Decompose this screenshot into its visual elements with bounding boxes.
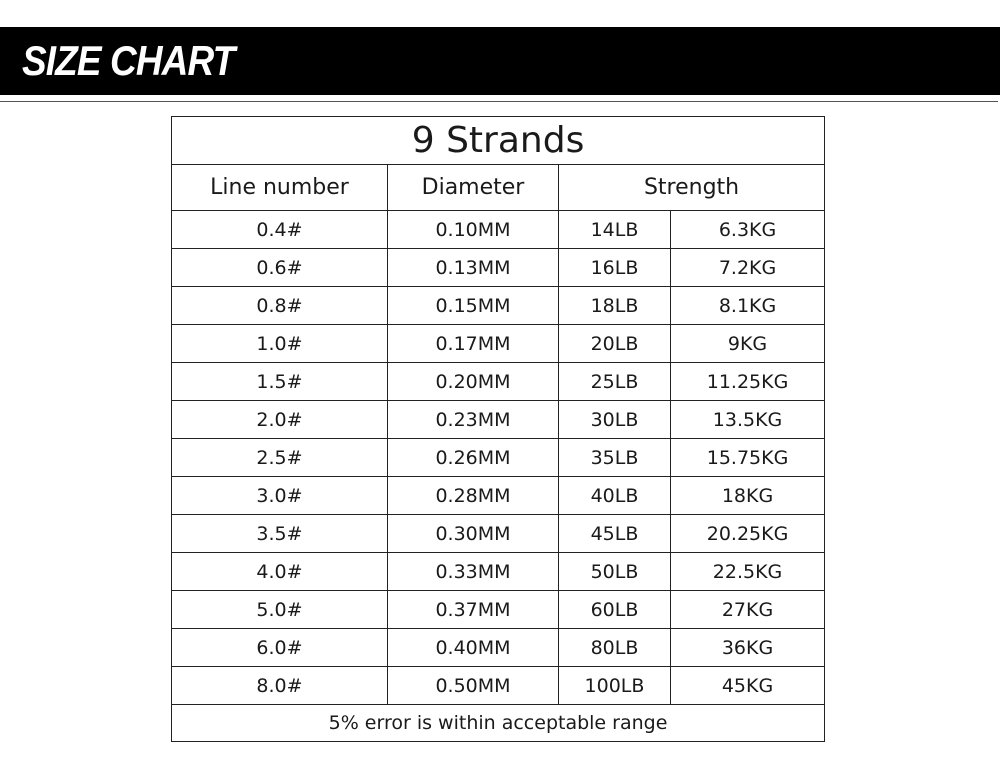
table-footnote: 5% error is within acceptable range: [172, 705, 825, 742]
column-header-line-number: Line number: [172, 165, 388, 211]
cell-diameter: 0.17MM: [388, 325, 559, 363]
cell-diameter: 0.28MM: [388, 477, 559, 515]
cell-line-number: 4.0#: [172, 553, 388, 591]
table-row: [172, 667, 825, 705]
cell-strength-kg: 13.5KG: [671, 401, 825, 439]
cell-strength-lb: 20LB: [559, 325, 671, 363]
cell-diameter: 0.50MM: [388, 667, 559, 705]
table-row: [172, 287, 825, 325]
cell-strength-kg: 27KG: [671, 591, 825, 629]
table-row: [172, 439, 825, 477]
cell-strength-kg: 18KG: [671, 477, 825, 515]
cell-line-number: 1.0#: [172, 325, 388, 363]
cell-line-number: 0.8#: [172, 287, 388, 325]
cell-strength-kg: 9KG: [671, 325, 825, 363]
cell-strength-lb: 16LB: [559, 249, 671, 287]
cell-strength-kg: 36KG: [671, 629, 825, 667]
cell-strength-lb: 60LB: [559, 591, 671, 629]
page-title: SIZE CHART: [22, 37, 235, 84]
table-row: [172, 363, 825, 401]
cell-strength-kg: 22.5KG: [671, 553, 825, 591]
cell-strength-lb: 14LB: [559, 211, 671, 249]
cell-line-number: 6.0#: [172, 629, 388, 667]
column-header-diameter: Diameter: [388, 165, 559, 211]
table-row: [172, 591, 825, 629]
table-header-row: [172, 165, 825, 211]
cell-strength-kg: 15.75KG: [671, 439, 825, 477]
cell-line-number: 2.0#: [172, 401, 388, 439]
cell-strength-lb: 80LB: [559, 629, 671, 667]
cell-strength-lb: 25LB: [559, 363, 671, 401]
cell-line-number: 3.5#: [172, 515, 388, 553]
cell-line-number: 3.0#: [172, 477, 388, 515]
cell-strength-kg: 7.2KG: [671, 249, 825, 287]
cell-diameter: 0.13MM: [388, 249, 559, 287]
cell-diameter: 0.30MM: [388, 515, 559, 553]
table-row: [172, 211, 825, 249]
cell-diameter: 0.23MM: [388, 401, 559, 439]
cell-line-number: 5.0#: [172, 591, 388, 629]
table-row: [172, 325, 825, 363]
cell-strength-kg: 45KG: [671, 667, 825, 705]
cell-diameter: 0.40MM: [388, 629, 559, 667]
table-row: [172, 515, 825, 553]
cell-diameter: 0.26MM: [388, 439, 559, 477]
cell-line-number: 2.5#: [172, 439, 388, 477]
cell-strength-lb: 30LB: [559, 401, 671, 439]
cell-line-number: 0.4#: [172, 211, 388, 249]
cell-strength-lb: 100LB: [559, 667, 671, 705]
table-row: [172, 249, 825, 287]
cell-diameter: 0.10MM: [388, 211, 559, 249]
table-row: [172, 629, 825, 667]
column-header-strength: Strength: [559, 165, 825, 211]
cell-strength-kg: 6.3KG: [671, 211, 825, 249]
cell-line-number: 1.5#: [172, 363, 388, 401]
table-row: [172, 401, 825, 439]
cell-strength-lb: 18LB: [559, 287, 671, 325]
cell-diameter: 0.37MM: [388, 591, 559, 629]
divider: [0, 101, 998, 102]
table-title: 9 Strands: [172, 117, 825, 165]
cell-line-number: 0.6#: [172, 249, 388, 287]
table-footnote-row: [172, 705, 825, 742]
cell-strength-kg: 8.1KG: [671, 287, 825, 325]
cell-diameter: 0.15MM: [388, 287, 559, 325]
cell-strength-kg: 11.25KG: [671, 363, 825, 401]
table-row: [172, 553, 825, 591]
cell-strength-lb: 40LB: [559, 477, 671, 515]
cell-line-number: 8.0#: [172, 667, 388, 705]
table-title-row: [172, 117, 825, 165]
cell-strength-lb: 35LB: [559, 439, 671, 477]
table-row: [172, 477, 825, 515]
cell-strength-kg: 20.25KG: [671, 515, 825, 553]
cell-strength-lb: 50LB: [559, 553, 671, 591]
size-chart-table: [171, 116, 825, 742]
header-banner: [0, 27, 1000, 95]
cell-diameter: 0.20MM: [388, 363, 559, 401]
cell-strength-lb: 45LB: [559, 515, 671, 553]
cell-diameter: 0.33MM: [388, 553, 559, 591]
